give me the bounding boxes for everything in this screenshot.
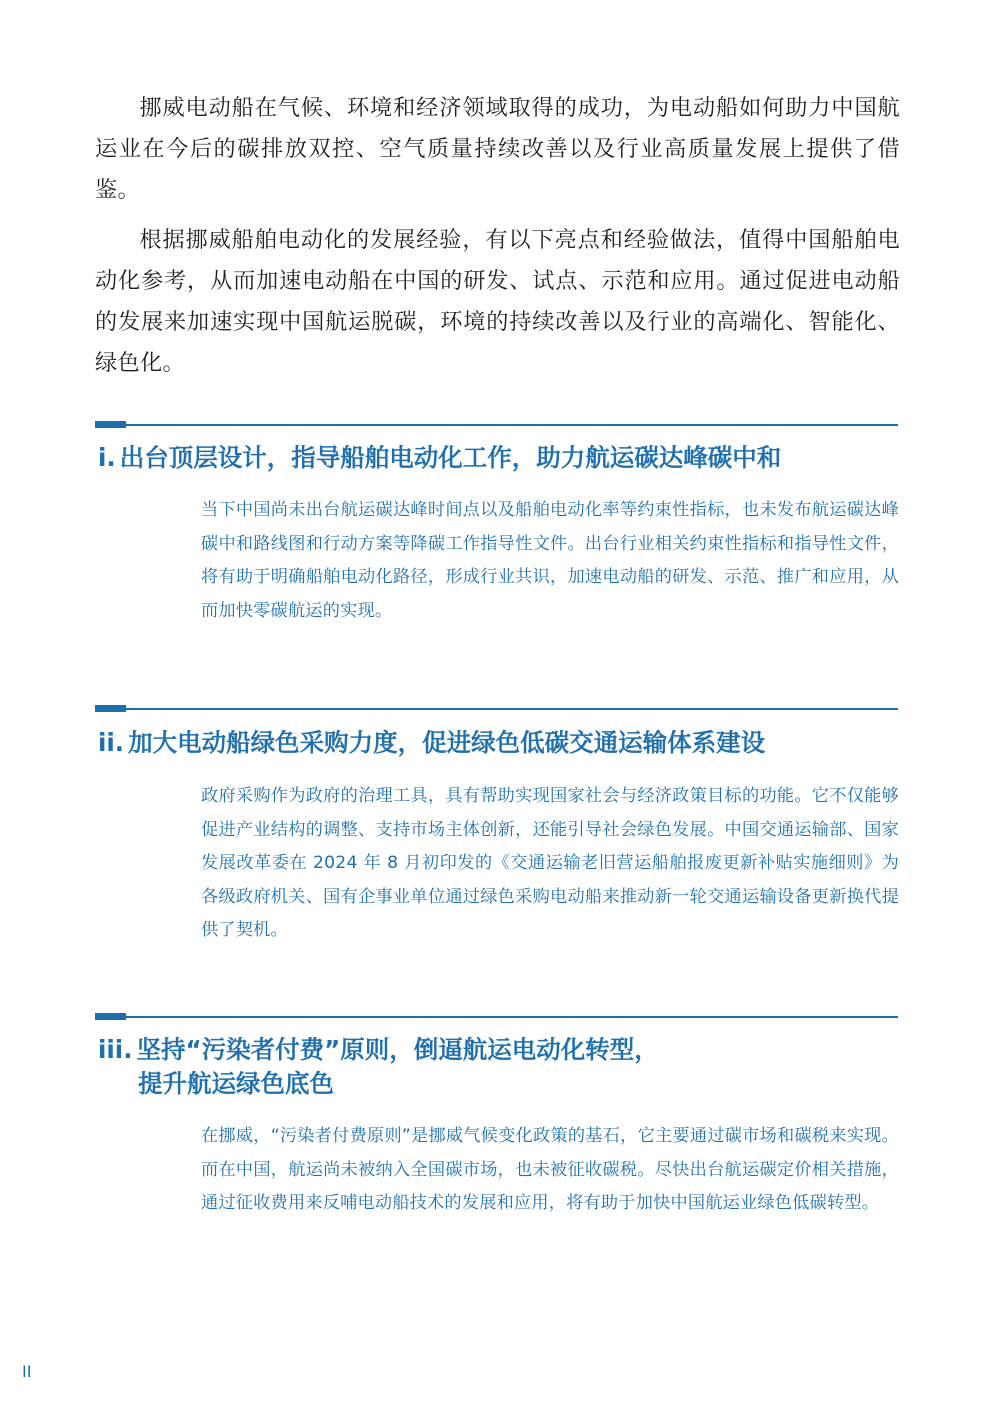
section-number: i.	[98, 443, 116, 472]
section-divider	[95, 708, 898, 710]
section-divider	[95, 424, 898, 426]
page-number: II	[22, 1362, 32, 1381]
section-body-2: 政府采购作为政府的治理工具，具有帮助实现国家社会与经济政策目标的功能。它不仅能够促进产业结构的调整、支持市场主体创新，还能引导社会绿色发展。中国交通运输部、国家发展改革委在 2024 年 8 月初印发的《交通运输老旧营运船舶报废更新补贴实施细则》为各级政府机关、国有企事业单位通过绿色采购电动船来推动新一轮交通运输设备更新换代提供了契机。	[201, 786, 899, 941]
section-divider-tab	[95, 421, 126, 428]
section-title-3	[98, 1033, 659, 1101]
section-number: iii.	[98, 1035, 133, 1064]
section-title-1	[98, 441, 781, 475]
intro-paragraph-1: 挪威电动船在气候、环境和经济领域取得的成功，为电动船如何助力中国航运业在今后的碳排放双控、空气质量持续改善以及行业高质量发展上提供了借鉴。	[95, 95, 900, 203]
section-title-text-line-2: 提升航运绿色底色	[138, 1069, 334, 1098]
section-number: ii.	[98, 728, 125, 757]
section-title-text-line-1: 坚持“污染者付费”原则，倒逼航运电动化转型，	[136, 1035, 659, 1064]
section-title-2	[98, 726, 765, 760]
section-body-3: 在挪威，“污染者付费原则”是挪威气候变化政策的基石，它主要通过碳市场和碳税来实现。而在中国，航运尚未被纳入全国碳市场，也未被征收碳税。尽快出台航运碳定价相关措施，通过征收费用来反哺电动船技术的发展和应用，将有助于加快中国航运业绿色低碳转型。	[201, 1126, 899, 1214]
section-title-text: 加大电动船绿色采购力度，促进绿色低碳交通运输体系建设	[128, 728, 766, 757]
section-divider-tab	[95, 705, 126, 712]
section-divider-tab	[95, 1013, 126, 1020]
section-divider	[95, 1016, 898, 1018]
intro-paragraph-2: 根据挪威船舶电动化的发展经验，有以下亮点和经验做法，值得中国船舶电动化参考，从而加速电动船在中国的研发、试点、示范和应用。通过促进电动船的发展来加速实现中国航运脱碳，环境的持续改善以及行业的高端化、智能化、绿色化。	[95, 227, 900, 376]
section-body-1: 当下中国尚未出台航运碳达峰时间点以及船舶电动化率等约束性指标，也未发布航运碳达峰碳中和路线图和行动方案等降碳工作指导性文件。出台行业相关约束性指标和指导性文件，将有助于明确船舶电动化路径，形成行业共识，加速电动船的研发、示范、推广和应用，从而加快零碳航运的实现。	[201, 500, 899, 621]
section-title-text: 出台顶层设计，指导船舶电动化工作，助力航运碳达峰碳中和	[119, 443, 782, 472]
